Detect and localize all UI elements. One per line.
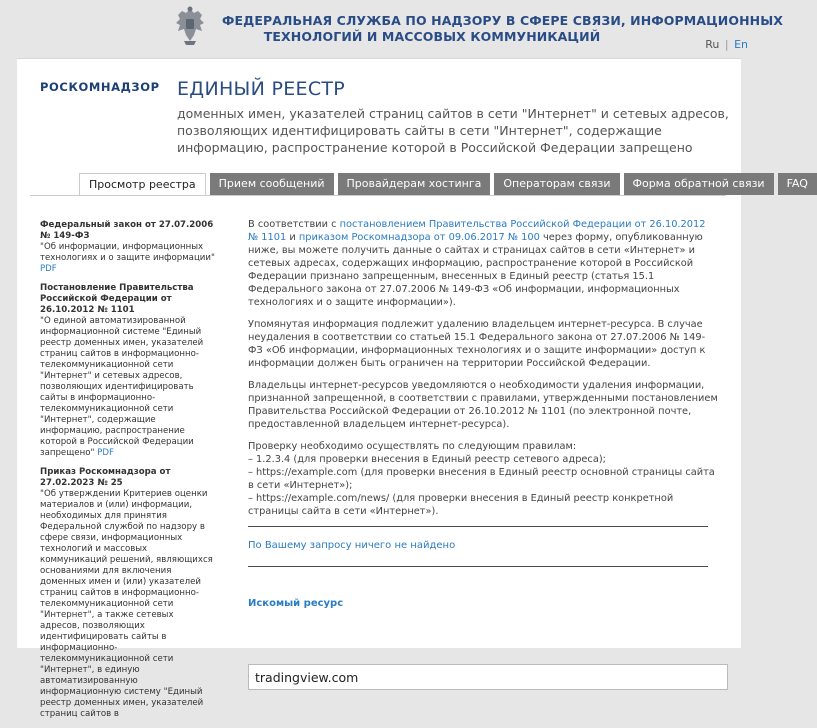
documents-sidebar: [40, 220, 215, 728]
owners-notice-paragraph: Владельцы интернет-ресурсов уведомляются о необходимости удаления информации, признанной запрещенной, в соответствии с правилами, утвержденными постановлением Правительства Российской Федерации от 26.10.2012 № 1101 (по электронной почте, предоставленной владельцем интернет-ресурса).: [248, 380, 718, 430]
main-content: [248, 218, 718, 610]
sidebar-document: [40, 283, 215, 459]
agency-title-line-1: ФЕДЕРАЛЬНАЯ СЛУЖБА ПО НАДЗОРУ В СФЕРЕ СВЯЗИ, ИНФОРМАЦИОННЫХ: [222, 13, 784, 28]
intro-paragraph: [248, 218, 718, 309]
main-tabs: [79, 173, 817, 195]
removal-paragraph: Упомянутая информация подлежит удалению владельцем интернет-ресурса. В случае неудаления в соответствии со статьей 15.1 Федерального закона от 27.07.2006 № 149-ФЗ «Об информации, информационных технологиях и о защите информации» доступ к информации должен быть ограничен на территории Российской Федерации.: [248, 319, 706, 369]
rule-specific-page: – https://example.com/news/ (для проверки внесения в Единый реестр конкретной страницы сайта в сети «Интернет»).: [248, 493, 674, 517]
intro-text-conjunction: и: [286, 232, 299, 243]
tabs-underline: [30, 195, 726, 196]
document-pdf-link[interactable]: PDF: [97, 448, 114, 458]
divider: [248, 526, 708, 527]
rules-intro: Проверку необходимо осуществлять по следующим правилам:: [248, 441, 577, 452]
lang-separator: |: [724, 38, 729, 51]
intro-text-end: через форму, опубликованную ниже, вы можете получить данные о сайтах и страницах сайтов в сети «Интернет» и сетевых адресах, содержащих информацию, распространение которой в Российской Федерации признано запрещенным, внесенных в Единый реестр (статья 15.1 Федерального закона от 27.07.2006 № 149-ФЗ «Об информации, информационных технологиях и о защите информации»).: [248, 232, 703, 308]
document-description: "Об информации, информационных технологиях и о защите информации": [40, 242, 215, 263]
registry-title: ЕДИНЫЙ РЕЕСТР: [177, 78, 346, 100]
registry-subtitle: [177, 105, 729, 156]
divider: [248, 566, 708, 567]
sidebar-document: [40, 220, 215, 275]
tab-registry-view[interactable]: Просмотр реестра: [79, 173, 206, 195]
roskomnadzor-order-link[interactable]: приказом Роскомнадзора от 09.06.2017 № 100: [298, 232, 540, 243]
tab-telecom-operators[interactable]: Операторам связи: [494, 173, 619, 195]
language-switch: [705, 38, 748, 51]
agency-title-line-2: ТЕХНОЛОГИЙ И МАССОВЫХ КОММУНИКАЦИЙ: [263, 29, 601, 44]
check-rules: [248, 440, 718, 518]
top-header: [0, 0, 784, 58]
document-title: Федеральный закон от 27.07.2006 № 149-ФЗ: [40, 220, 214, 241]
lang-ru-link[interactable]: Ru: [705, 38, 720, 51]
document-description: "Об утверждении Критериев оценки материалов и (или) информации, необходимых для принятия Федеральной службой по надзору в сфере связи, информационных технологий и массовых коммуникаций решений, являющихся основаниями для включения доменных имен и (или) указателей страниц сайтов в информационно-телекоммуникационной сети "Интернет", а также сетевых адресов, позволяющих идентифицировать сайты в информационно-телекоммуникационной сети "Интернет", в единую автоматизированную информационную систему "Единый реестр доменных имен, указателей страниц сайтов в: [40, 489, 213, 719]
roskomnadzor-logo[interactable]: РОСКОМНАДЗОР: [40, 80, 160, 94]
intro-text-start: В соответствии с: [248, 219, 340, 230]
sidebar-document: [40, 467, 215, 720]
document-title: Постановление Правительства Российской Федерации от 26.10.2012 № 1101: [40, 283, 194, 315]
rule-main-page: – https://example.com (для проверки внесения в Единый реестр основной страницы сайта в сети «Интернет»);: [248, 467, 715, 491]
double-headed-eagle-emblem-icon: [172, 5, 208, 47]
document-title: Приказ Роскомнадзора от 27.02.2023 № 25: [40, 467, 171, 488]
document-pdf-link[interactable]: PDF: [40, 264, 57, 274]
registry-subtitle-line-3: информацию, распространение которой в Российской Федерации запрещено: [177, 140, 693, 155]
registry-subtitle-line-1: доменных имен, указателей страниц сайтов в сети "Интернет" и сетевых адресов,: [177, 106, 729, 121]
tab-hosting-providers[interactable]: Провайдерам хостинга: [338, 173, 491, 195]
lang-en-link[interactable]: En: [734, 38, 748, 51]
registry-subtitle-line-2: позволяющих идентифицировать сайты в сети "Интернет", содержащие: [177, 123, 662, 138]
tab-message-submission[interactable]: Прием сообщений: [210, 173, 334, 195]
rule-ip-address: – 1.2.3.4 (для проверки внесения в Единый реестр сетевого адреса);: [248, 454, 606, 465]
government-decree-link[interactable]: постановлением Правительства Российской Федерации от 26.10.2012 № 1101: [248, 219, 706, 243]
main-panel: [17, 58, 808, 719]
search-resource-label: Искомый ресурс: [248, 598, 344, 609]
no-results-message: По Вашему запросу ничего не найдено: [248, 540, 456, 551]
document-description: "О единой автоматизированной информационной системе "Единый реестр доменных имен, указателей страниц сайтов в информационно-телекоммуникационной сети "Интернет" и сетевых адресов, позволяющих идентифицировать сайты в информационно-телекоммуникационной сети "Интернет", содержащие информацию, распространение которой в Российской Федерации запрещено": [40, 316, 204, 458]
search-resource-input[interactable]: [248, 664, 728, 690]
tab-feedback-form[interactable]: Форма обратной связи: [624, 173, 774, 195]
tab-faq[interactable]: FAQ: [778, 173, 817, 195]
